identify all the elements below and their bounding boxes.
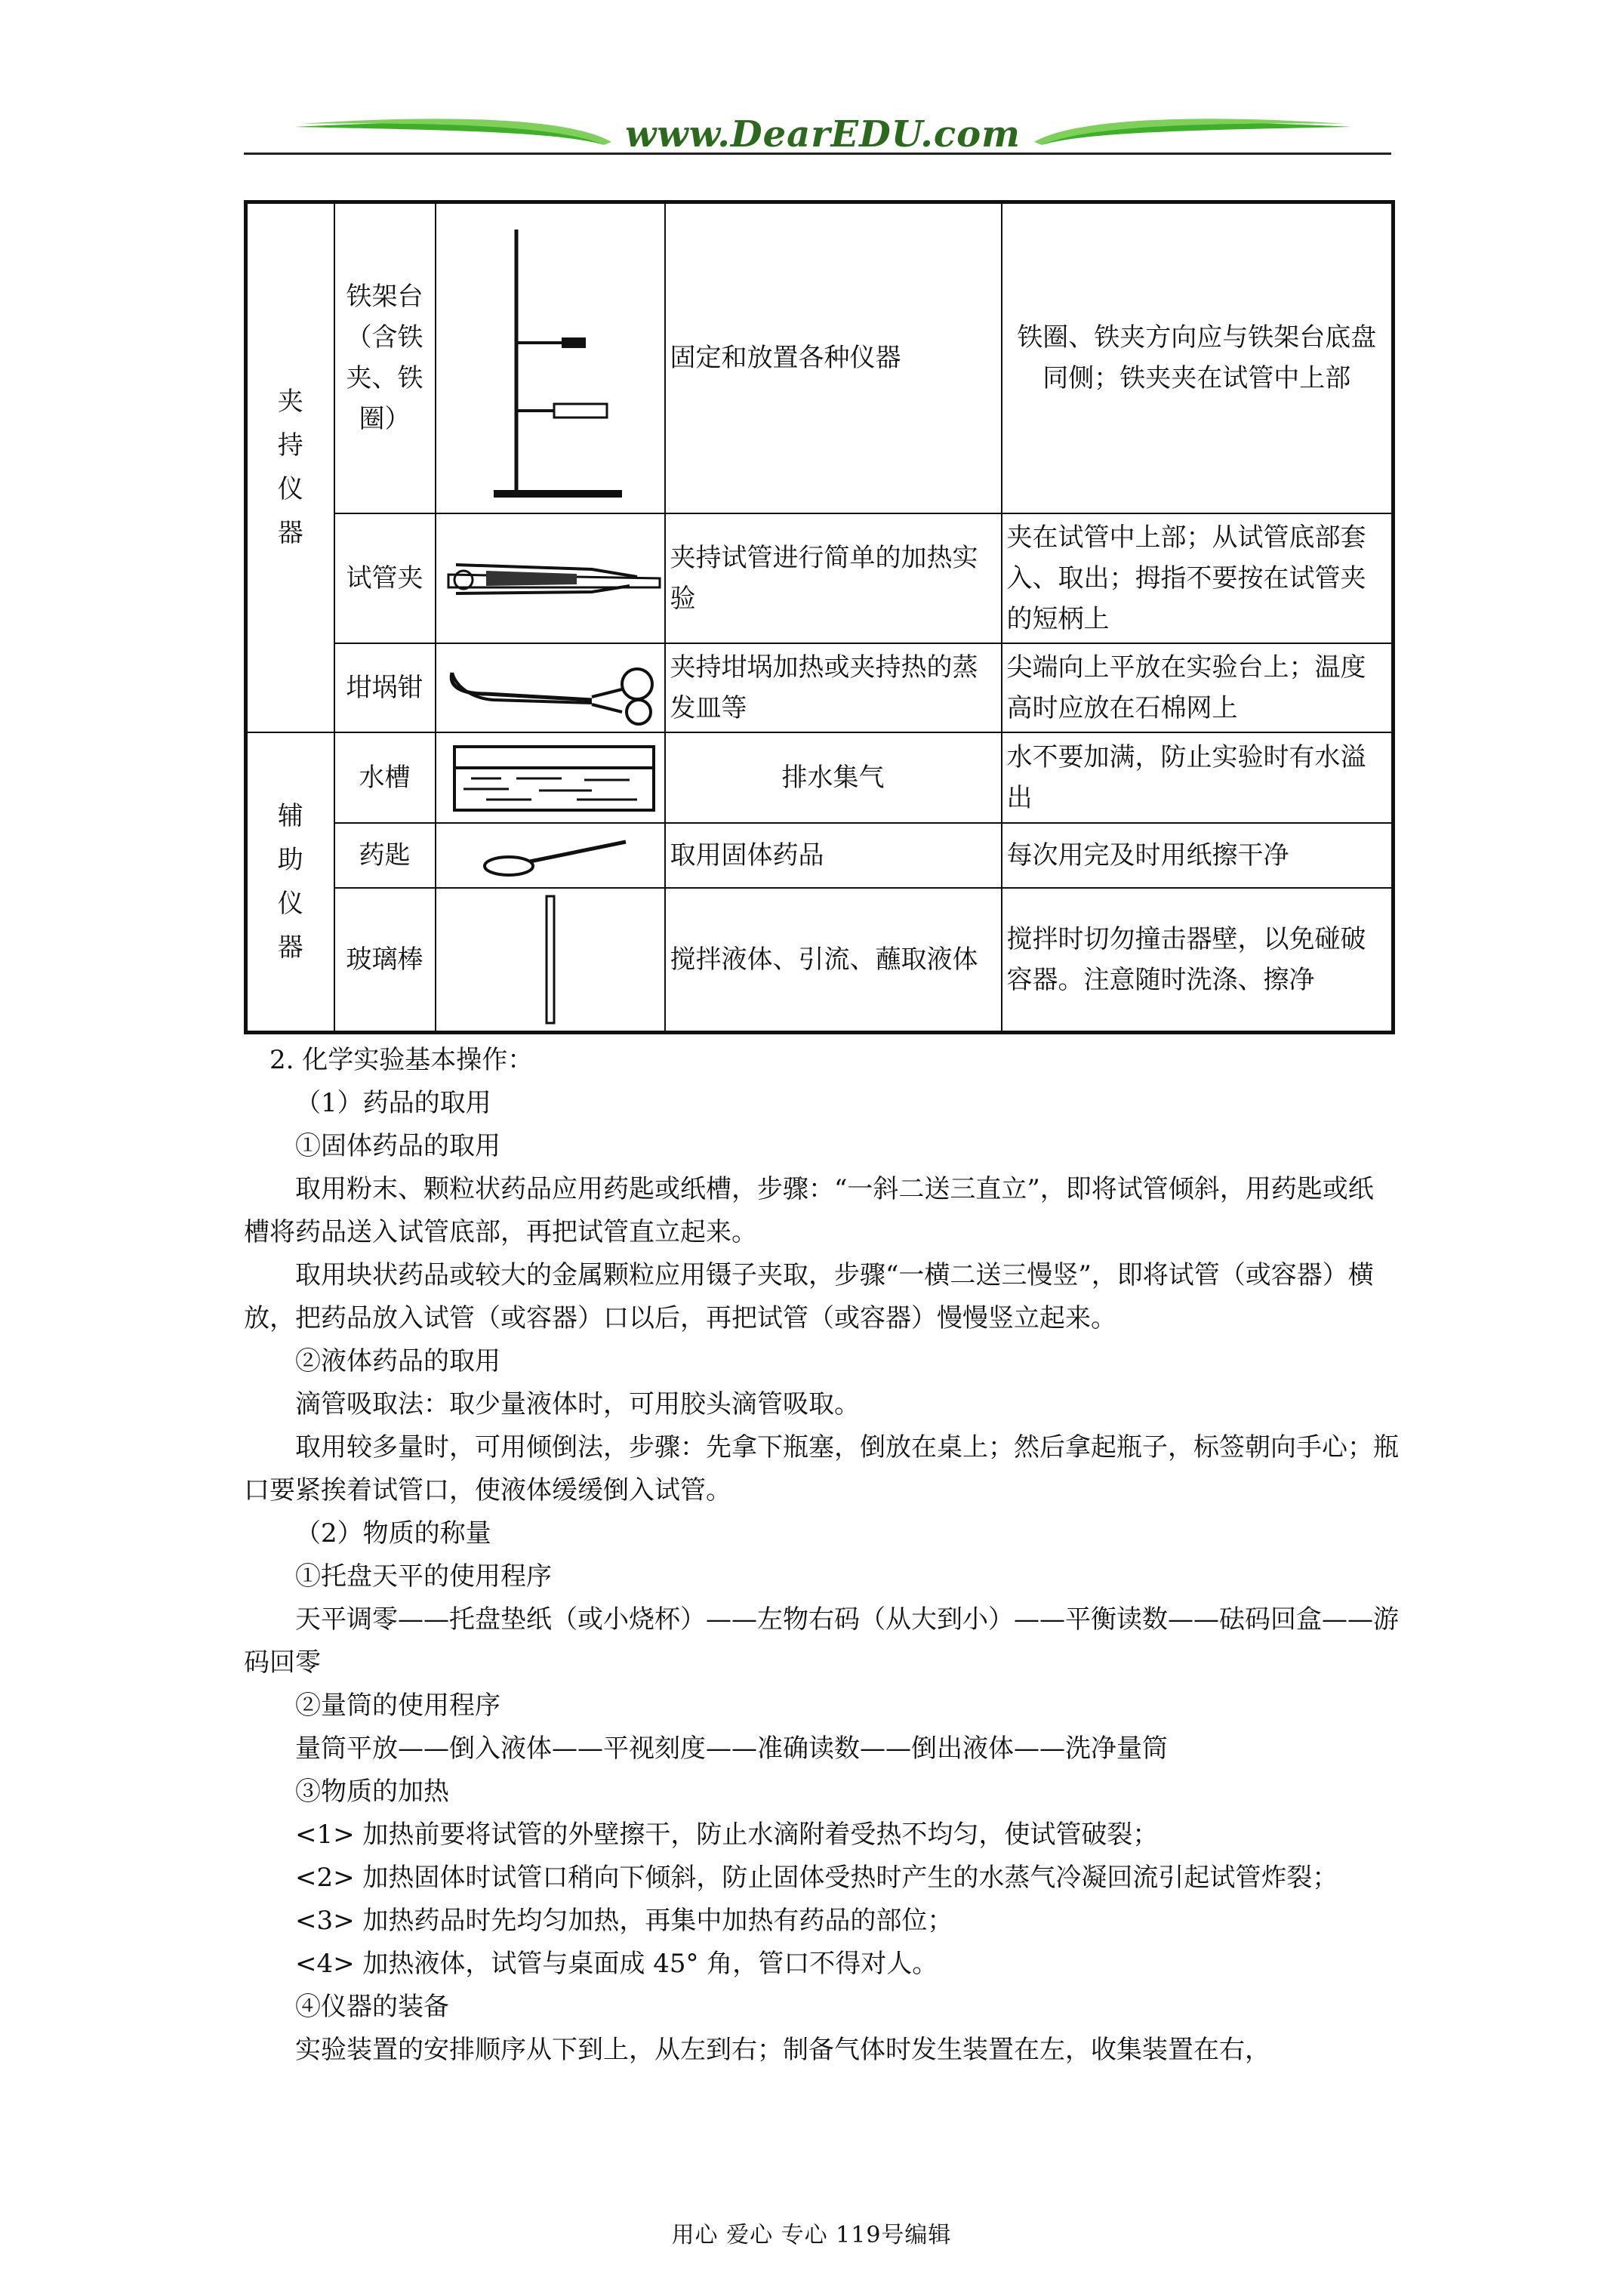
instrument-note: 水不要加满，防止实验时有水溢出 — [1002, 732, 1394, 823]
instrument-use: 搅拌液体、引流、蘸取液体 — [665, 888, 1002, 1033]
glass-rod-icon — [441, 892, 667, 1028]
subsection-heading: ①托盘天平的使用程序 — [295, 1561, 552, 1592]
category-label: 辅助仪器 — [277, 800, 303, 963]
test-tube-holder-icon — [441, 533, 667, 624]
category-cell — [246, 202, 334, 732]
paragraph: 天平调零——托盘垫纸（或小烧杯）——左物右码（从大到小）——平衡读数——砝码回盒——游码回零 — [244, 1604, 1399, 1678]
subsection-heading: ④仪器的装备 — [295, 1992, 449, 2022]
page-footer: 用心 爱心 专心 119号编辑 — [671, 2222, 952, 2248]
paragraph: 量筒平放——倒入液体——平视刻度——准确读数——倒出液体——洗净量筒 — [295, 1734, 1168, 1764]
instrument-picture — [436, 202, 665, 513]
table-row — [246, 823, 1394, 888]
list-item: <3> 加热药品时先均匀加热，再集中加热有药品的部位； — [295, 1906, 953, 1936]
instrument-use: 排水集气 — [665, 732, 1002, 823]
instrument-note: 夹在试管中上部；从试管底部套入、取出；拇指不要按在试管夹的短柄上 — [1002, 513, 1394, 643]
subsection-heading: ①固体药品的取用 — [295, 1131, 500, 1161]
paragraph: 滴管吸取法：取少量液体时，可用胶头滴管吸取。 — [295, 1389, 860, 1419]
instrument-name: 药匙 — [334, 823, 436, 888]
subsection-heading: ②量筒的使用程序 — [295, 1690, 500, 1721]
instrument-note: 尖端向上平放在实验台上；温度高时应放在石棉网上 — [1002, 643, 1394, 732]
instrument-use: 夹持坩埚加热或夹持热的蒸发皿等 — [665, 643, 1002, 732]
instrument-use: 固定和放置各种仪器 — [665, 202, 1002, 513]
subsection-heading: （1）药品的取用 — [295, 1088, 491, 1118]
water-trough-icon — [441, 736, 667, 819]
iron-stand-icon — [441, 214, 667, 501]
instrument-use: 夹持试管进行简单的加热实验 — [665, 513, 1002, 643]
table-row — [246, 888, 1394, 1033]
medicine-spoon-icon — [441, 827, 667, 884]
list-item: <1> 加热前要将试管的外壁擦干，防止水滴附着受热不均匀，使试管破裂； — [295, 1820, 1159, 1850]
instrument-table — [244, 200, 1395, 1034]
instrument-note: 铁圈、铁夹方向应与铁架台底盘同侧；铁夹夹在试管中上部 — [1002, 202, 1394, 513]
table-row — [246, 732, 1394, 823]
instrument-name: 铁架台（含铁夹、铁圈） — [334, 202, 436, 513]
site-name: www.DearEDU.com — [625, 113, 1021, 156]
instrument-name: 坩埚钳 — [334, 643, 436, 732]
subsection-heading: ③物质的加热 — [295, 1777, 449, 1807]
table-row — [246, 202, 1394, 513]
site-logo — [287, 106, 1359, 166]
category-label: 夹持仪器 — [277, 387, 303, 549]
instrument-note: 搅拌时切勿撞击器壁，以免碰破容器。注意随时洗涤、擦净 — [1002, 888, 1394, 1033]
instrument-name: 试管夹 — [334, 513, 436, 643]
instrument-picture — [436, 823, 665, 888]
instrument-name: 水槽 — [334, 732, 436, 823]
instrument-note: 每次用完及时用纸擦干净 — [1002, 823, 1394, 888]
crucible-tongs-icon — [441, 650, 667, 726]
subsection-heading: （2）物质的称量 — [295, 1518, 491, 1549]
instrument-use: 取用固体药品 — [665, 823, 1002, 888]
body-text — [244, 1039, 1399, 2072]
paragraph: 取用块状药品或较大的金属颗粒应用镊子夹取，步骤“一横二送三慢竖”，即将试管（或容器）横放，把药品放入试管（或容器）口以后，再把试管（或容器）慢慢竖立起来。 — [244, 1260, 1374, 1333]
header-divider — [244, 153, 1391, 155]
instrument-picture — [436, 888, 665, 1033]
instrument-picture — [436, 513, 665, 643]
list-item: <4> 加热液体，试管与桌面成 45° 角，管口不得对人。 — [295, 1949, 938, 1979]
category-cell — [246, 732, 334, 1033]
section-heading: 2. 化学实验基本操作： — [269, 1045, 534, 1075]
table-row — [246, 643, 1394, 732]
instrument-name: 玻璃棒 — [334, 888, 436, 1033]
instrument-picture — [436, 732, 665, 823]
paragraph: 实验装置的安排顺序从下到上，从左到右；制备气体时发生装置在左，收集装置在右， — [295, 2035, 1270, 2065]
paragraph: 取用较多量时，可用倾倒法，步骤：先拿下瓶塞，倒放在桌上；然后拿起瓶子，标签朝向手心；瓶口要紧挨着试管口，使液体缓缓倒入试管。 — [244, 1432, 1399, 1505]
list-item: <2> 加热固体时试管口稍向下倾斜，防止固体受热时产生的水蒸气冷凝回流引起试管炸裂； — [295, 1863, 1338, 1893]
instrument-picture — [436, 643, 665, 732]
paragraph: 取用粉末、颗粒状药品应用药匙或纸槽，步骤：“一斜二送三直立”，即将试管倾斜，用药匙或纸槽将药品送入试管底部，再把试管直立起来。 — [244, 1174, 1374, 1247]
subsection-heading: ②液体药品的取用 — [295, 1346, 500, 1376]
table-row — [246, 513, 1394, 643]
